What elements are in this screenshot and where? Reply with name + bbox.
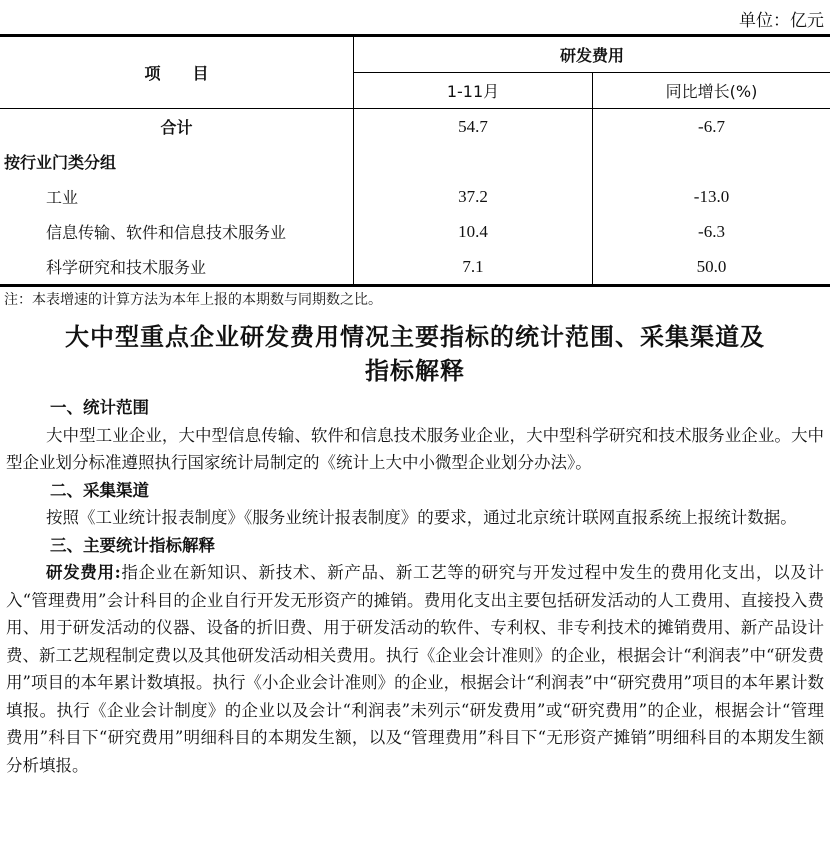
- section-heading-scope: 一、统计范围: [50, 398, 149, 417]
- row-label: 信息传输、软件和信息技术服务业: [46, 223, 287, 242]
- row-growth: -13.0: [593, 179, 830, 214]
- row-value: 37.2: [354, 179, 593, 214]
- term-rd-expense: 研发费用:: [46, 563, 121, 582]
- document-body: [6, 394, 824, 779]
- title-line-1: 大中型重点企业研发费用情况主要指标的统计范围、采集渠道及: [65, 322, 765, 351]
- row-growth: [593, 144, 830, 179]
- table-row-group: [0, 144, 830, 179]
- section-text-scope: 大中型工业企业，大中型信息传输、软件和信息技术服务业企业，大中型科学研究和技术服务业企业。大中型企业划分标准遵照执行国家统计局制定的《统计上大中小微型企业划分办法》。: [6, 425, 824, 472]
- section-text-indicators: [6, 559, 824, 779]
- document-title: [0, 320, 830, 388]
- row-label: 工业: [46, 188, 79, 207]
- table-header-row: [0, 36, 830, 73]
- row-value: [354, 144, 593, 179]
- title-line-2: 指标解释: [365, 356, 465, 385]
- table-row-total: [0, 109, 830, 145]
- table-row: [0, 214, 830, 249]
- header-col-growth: 同比增长(%): [593, 73, 830, 109]
- rd-expense-table: [0, 34, 830, 287]
- section-heading-channel: 二、采集渠道: [50, 480, 149, 500]
- row-growth: -6.7: [593, 109, 830, 145]
- row-label: 按行业门类分组: [4, 153, 117, 172]
- header-item: 项 目: [0, 36, 354, 109]
- unit-label: 单位：亿元: [739, 11, 824, 31]
- table-row: [0, 179, 830, 214]
- row-value: 10.4: [354, 214, 593, 249]
- header-col-period: 1-11月: [354, 73, 593, 109]
- table-row: [0, 249, 830, 286]
- table-note: 注：本表增速的计算方法为本年上报的本期数与同期数之比。: [4, 292, 382, 308]
- row-label: 科学研究和技术服务业: [0, 249, 354, 286]
- row-growth: -6.3: [593, 214, 830, 249]
- row-value: 7.1: [354, 249, 593, 286]
- row-label: 合计: [160, 118, 193, 137]
- header-group: 研发费用: [354, 36, 830, 73]
- section-heading-indicators: 三、主要统计指标解释: [50, 535, 215, 555]
- section-text-channel: 按照《工业统计报表制度》《服务业统计报表制度》的要求，通过北京统计联网直报系统上报统计数据。: [46, 508, 797, 527]
- row-value: 54.7: [354, 109, 593, 145]
- definition-rd-expense: 指企业在新知识、新技术、新产品、新工艺等的研究与开发过程中发生的费用化支出，以及计入“管理费用”会计科目的企业自行开发无形资产的摊销。费用化支出主要包括研发活动的人工费用、直接投入费用、用于研发活动的仪器、设备的折旧费、用于研发活动的软件、专利权、非专利技术的摊销费用、新产品设计费、新工艺规程制定费以及其他研发活动相关费用。执行《企业会计准则》的企业，根据会计“利润表”中“研发费用”项目的本年累计数填报。执行《小企业会计准则》的企业，根据会计“利润表”中“研究费用”项目的本年累计数填报。执行《企业会计制度》的企业以及会计“利润表”未列示“研发费用”或“研究费用”的企业，根据会计“管理费用”科目下“研究费用”明细科目的本期发生额，以及“管理费用”科目下“无形资产摊销”明细科目的本期发生额分析填报。: [6, 563, 825, 775]
- row-growth: 50.0: [593, 249, 830, 286]
